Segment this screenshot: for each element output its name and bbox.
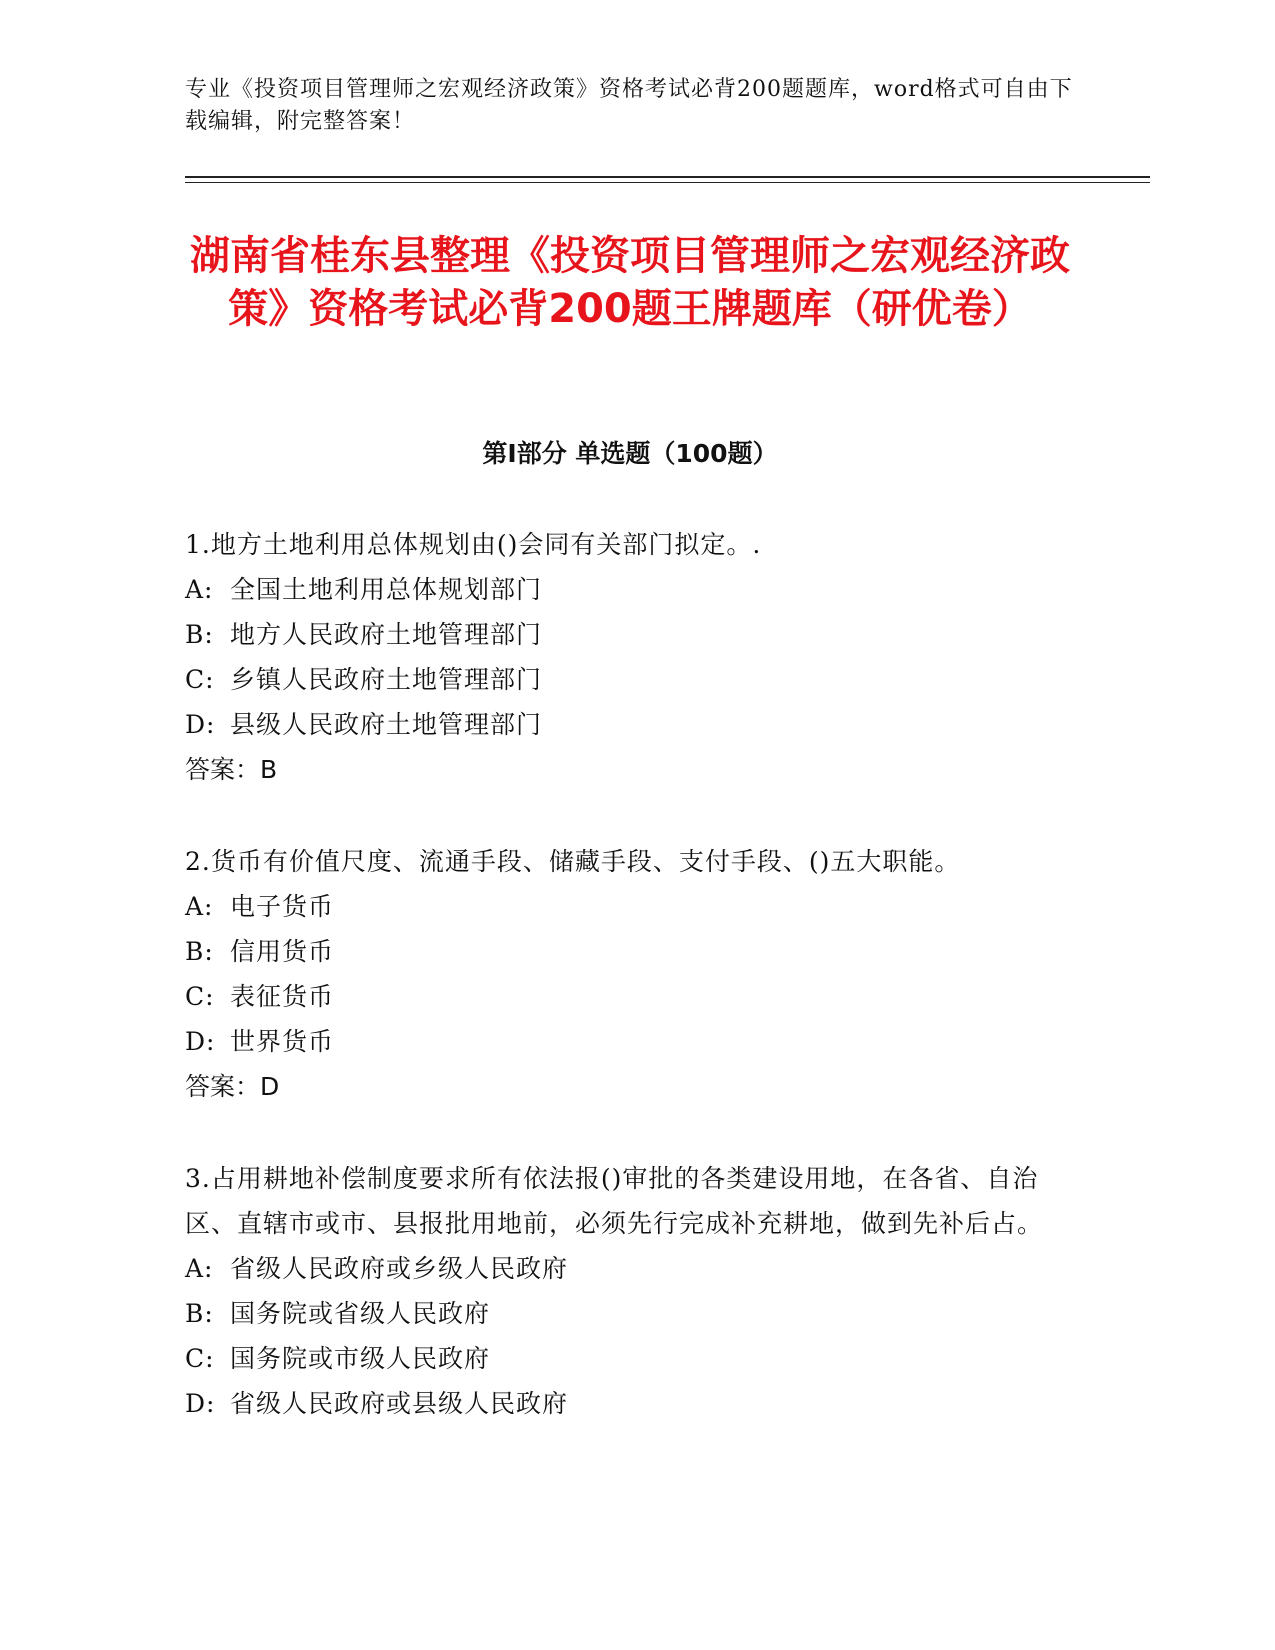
option-text: 世界货币 <box>230 1027 335 1056</box>
option-d <box>185 1381 1065 1426</box>
option-key: D: <box>185 710 216 739</box>
question-2 <box>185 839 1065 1109</box>
option-key: C: <box>185 665 215 694</box>
option-a <box>185 567 1065 612</box>
option-d <box>185 1019 1065 1064</box>
option-key: A: <box>185 575 214 604</box>
option-c <box>185 974 1065 1019</box>
question-3 <box>185 1156 1065 1426</box>
option-c <box>185 1336 1065 1381</box>
answer: 答案：B <box>185 755 278 784</box>
option-text: 县级人民政府土地管理部门 <box>230 710 543 739</box>
option-b <box>185 612 1065 657</box>
option-text: 国务院或市级人民政府 <box>230 1344 491 1373</box>
option-d <box>185 702 1065 747</box>
document-title: 湖南省桂东县整理《投资项目管理师之宏观经济政策》资格考试必背200题王牌题库（研优卷） <box>190 233 1070 332</box>
question-stem: 3.占用耕地补偿制度要求所有依法报()审批的各类建设用地，在各省、自治区、直辖市或市、县报批用地前，必须先行完成补充耕地，做到先补后占。 <box>185 1164 1044 1238</box>
option-text: 表征货币 <box>230 982 335 1011</box>
option-text: 信用货币 <box>230 937 335 966</box>
option-key: D: <box>185 1027 216 1056</box>
option-key: C: <box>185 1344 215 1373</box>
option-b <box>185 929 1065 974</box>
question-1 <box>185 522 1065 792</box>
option-a <box>185 884 1065 929</box>
option-text: 全国土地利用总体规划部门 <box>230 575 543 604</box>
option-key: A: <box>185 1254 214 1283</box>
section-heading: 第Ⅰ部分 单选题（100题） <box>482 439 778 468</box>
option-text: 乡镇人民政府土地管理部门 <box>230 665 543 694</box>
option-key: B: <box>185 620 214 649</box>
option-key: B: <box>185 1299 214 1328</box>
option-text: 省级人民政府或县级人民政府 <box>230 1389 569 1418</box>
option-b <box>185 1291 1065 1336</box>
option-text: 国务院或省级人民政府 <box>230 1299 491 1328</box>
question-list <box>185 522 1065 1473</box>
option-key: A: <box>185 892 214 921</box>
option-text: 地方人民政府土地管理部门 <box>230 620 543 649</box>
option-c <box>185 657 1065 702</box>
option-key: C: <box>185 982 215 1011</box>
option-key: D: <box>185 1389 216 1418</box>
question-stem: 2.货币有价值尺度、流通手段、储藏手段、支付手段、()五大职能。 <box>185 847 961 876</box>
question-stem: 1.地方土地利用总体规划由()会同有关部门拟定。. <box>185 530 762 559</box>
header-note: 专业《投资项目管理师之宏观经济政策》资格考试必背200题题库，word格式可自由下载编辑，附完整答案！ <box>185 77 1073 134</box>
option-key: B: <box>185 937 214 966</box>
header-rule-thick <box>185 176 1150 178</box>
option-a <box>185 1246 1065 1291</box>
option-text: 省级人民政府或乡级人民政府 <box>230 1254 569 1283</box>
option-text: 电子货币 <box>230 892 335 921</box>
answer: 答案：D <box>185 1072 280 1101</box>
header-rule-thin <box>185 182 1150 183</box>
